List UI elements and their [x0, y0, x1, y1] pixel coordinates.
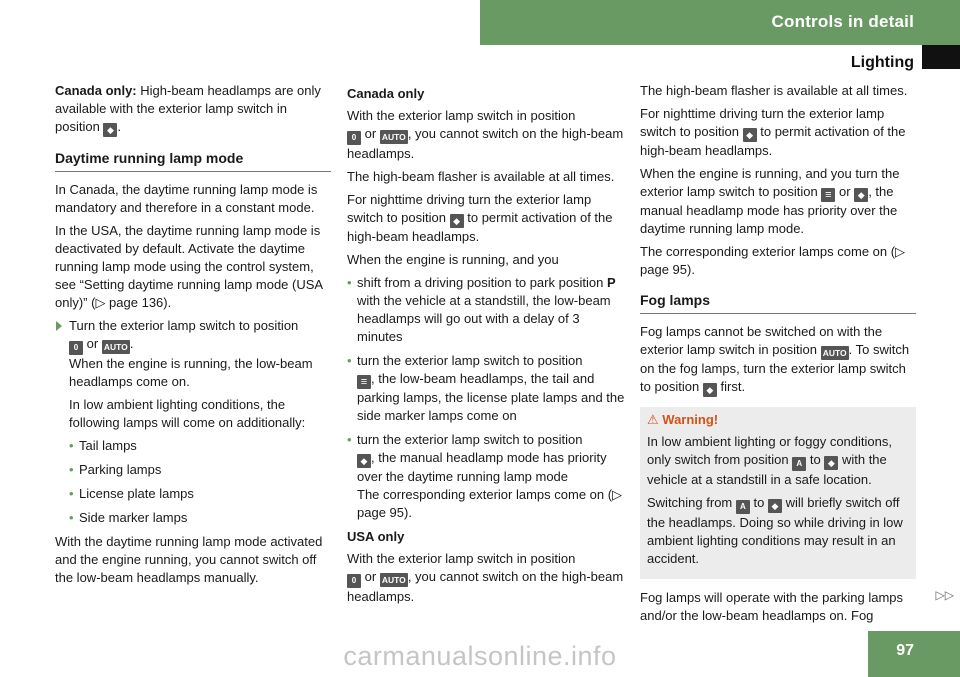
- switch-auto-icon: A: [792, 457, 806, 471]
- switch-auto-icon: AUTO: [380, 573, 408, 587]
- section-heading-daytime: Daytime running lamp mode: [55, 149, 331, 172]
- subsection-title: Lighting: [850, 54, 914, 71]
- headlamp-switch-icon: [824, 456, 838, 470]
- subheading-usa: USA only: [347, 529, 405, 544]
- paragraph: For nighttime driving turn the exterior lamp switch to position ◆ to permit activation of the high-beam headlamps.: [347, 191, 626, 246]
- warning-paragraph: Switching from A to ◆ will briefly switch off the headlamps. Doing so while driving in low ambient lighting conditions may result in an accident.: [647, 494, 909, 568]
- instruction-step: Turn the exterior lamp switch to position 0 or AUTO . When the engine is running, the low-beam headlamps come on.: [55, 317, 331, 391]
- switch-auto-icon: AUTO: [821, 346, 849, 360]
- warning-title: ⚠ Warning!: [647, 412, 719, 427]
- paragraph: For nighttime driving turn the exterior lamp switch to position ◆ to permit activation of the high-beam headlamps.: [640, 105, 916, 160]
- switch-off-icon: 0: [347, 574, 361, 588]
- paragraph: In the USA, the daytime running lamp mode is deactivated by default. Activate the daytime running lamp mode using the control system, see “Setting daytime running lamp mode (USA only)” (▷ page 136).: [55, 223, 323, 310]
- headlamp-switch-icon: [743, 128, 757, 142]
- headlamp-switch-icon: [357, 454, 371, 468]
- paragraph: With the exterior lamp switch in position 0 or AUTO , you cannot switch on the high-beam headlamps.: [347, 551, 624, 604]
- section-heading-fog: Fog lamps: [640, 291, 916, 314]
- lamp-list: [55, 437, 331, 527]
- headlamp-switch-icon: [768, 499, 782, 513]
- headlamp-switch-icon: [450, 214, 464, 228]
- step-arrow-icon: [56, 321, 62, 331]
- paragraph: With the exterior lamp switch in position 0 or AUTO , you cannot switch on the high-beam headlamps.: [347, 108, 624, 161]
- paragraph: When the engine is running, and you: [347, 252, 559, 267]
- paragraph: In Canada, the daytime running lamp mode is mandatory and therefore in a constant mode.: [55, 182, 318, 215]
- list-item: • License plate lamps: [69, 485, 331, 503]
- column-3: [640, 82, 916, 630]
- list-item: • Parking lamps: [69, 461, 331, 479]
- list-item: • shift from a driving position to park position P with the vehicle at a standstill, the low-beam headlamps will go out with a delay of 3 minutes: [347, 274, 626, 346]
- list-item: • Side marker lamps: [69, 509, 331, 527]
- canada-note: Canada only: High-beam headlamps are only available with the exterior lamp switch in position ◆ .: [55, 82, 331, 137]
- paragraph: Fog lamps will operate with the parking lamps and/or the low-beam headlamps on. Fog: [640, 590, 904, 623]
- page-number: 97: [896, 642, 914, 659]
- headlamp-switch-icon: [103, 123, 117, 137]
- paragraph: In low ambient lighting conditions, the following lamps will come on additionally:: [69, 397, 306, 430]
- switch-auto-icon: AUTO: [102, 340, 130, 354]
- warning-box: [640, 407, 916, 579]
- column-1: [55, 82, 331, 592]
- warning-triangle-icon: ⚠: [647, 412, 659, 427]
- section-title: Controls in detail: [771, 12, 914, 31]
- parking-lamp-icon: [821, 188, 835, 202]
- parking-lamp-icon: [357, 375, 371, 389]
- headlamp-switch-icon: [854, 188, 868, 202]
- list-item: • turn the exterior lamp switch to position ≡, the low-beam headlamps, the tail and parking lamps, the license plate lamps and the side marker lamps come on: [347, 352, 626, 425]
- paragraph: Fog lamps cannot be switched on with the exterior lamp switch in position AUTO . To switch on the fog lamps, turn the exterior lamp switch to position ◆ first.: [640, 323, 916, 397]
- list-item: • Tail lamps: [69, 437, 331, 455]
- column-2: [347, 82, 626, 611]
- switch-auto-icon: A: [736, 500, 750, 514]
- switch-auto-icon: AUTO: [380, 130, 408, 144]
- continued-marker: ▷▷: [935, 588, 954, 602]
- subheading-canada: Canada only: [347, 86, 425, 101]
- switch-off-icon: 0: [347, 131, 361, 145]
- paragraph: The corresponding exterior lamps come on (▷ page 95).: [640, 244, 906, 277]
- section-tab-marker: [922, 45, 960, 69]
- paragraph: When the engine is running, and you turn the exterior lamp switch to position ≡ or ◆ , the manual headlamp mode has priority over the daytime running lamp mode.: [640, 165, 916, 238]
- watermark: carmanualsonline.info: [343, 641, 617, 671]
- headlamp-switch-icon: [703, 383, 717, 397]
- list-item: • turn the exterior lamp switch to position ◆, the manual headlamp mode has priority over the daytime running lamp mode The corresponding exterior lamps come on (▷ page 95).: [347, 431, 626, 522]
- paragraph: With the daytime running lamp mode activated and the engine running, you cannot switch off the low-beam headlamps manually.: [55, 534, 323, 585]
- warning-paragraph: In low ambient lighting or foggy conditions, only switch from position A to ◆ with the vehicle at a standstill in a safe location.: [647, 433, 909, 489]
- paragraph: The high-beam flasher is available at all times.: [640, 83, 908, 98]
- paragraph: The high-beam flasher is available at all times.: [347, 169, 615, 184]
- switch-off-icon: 0: [69, 341, 83, 355]
